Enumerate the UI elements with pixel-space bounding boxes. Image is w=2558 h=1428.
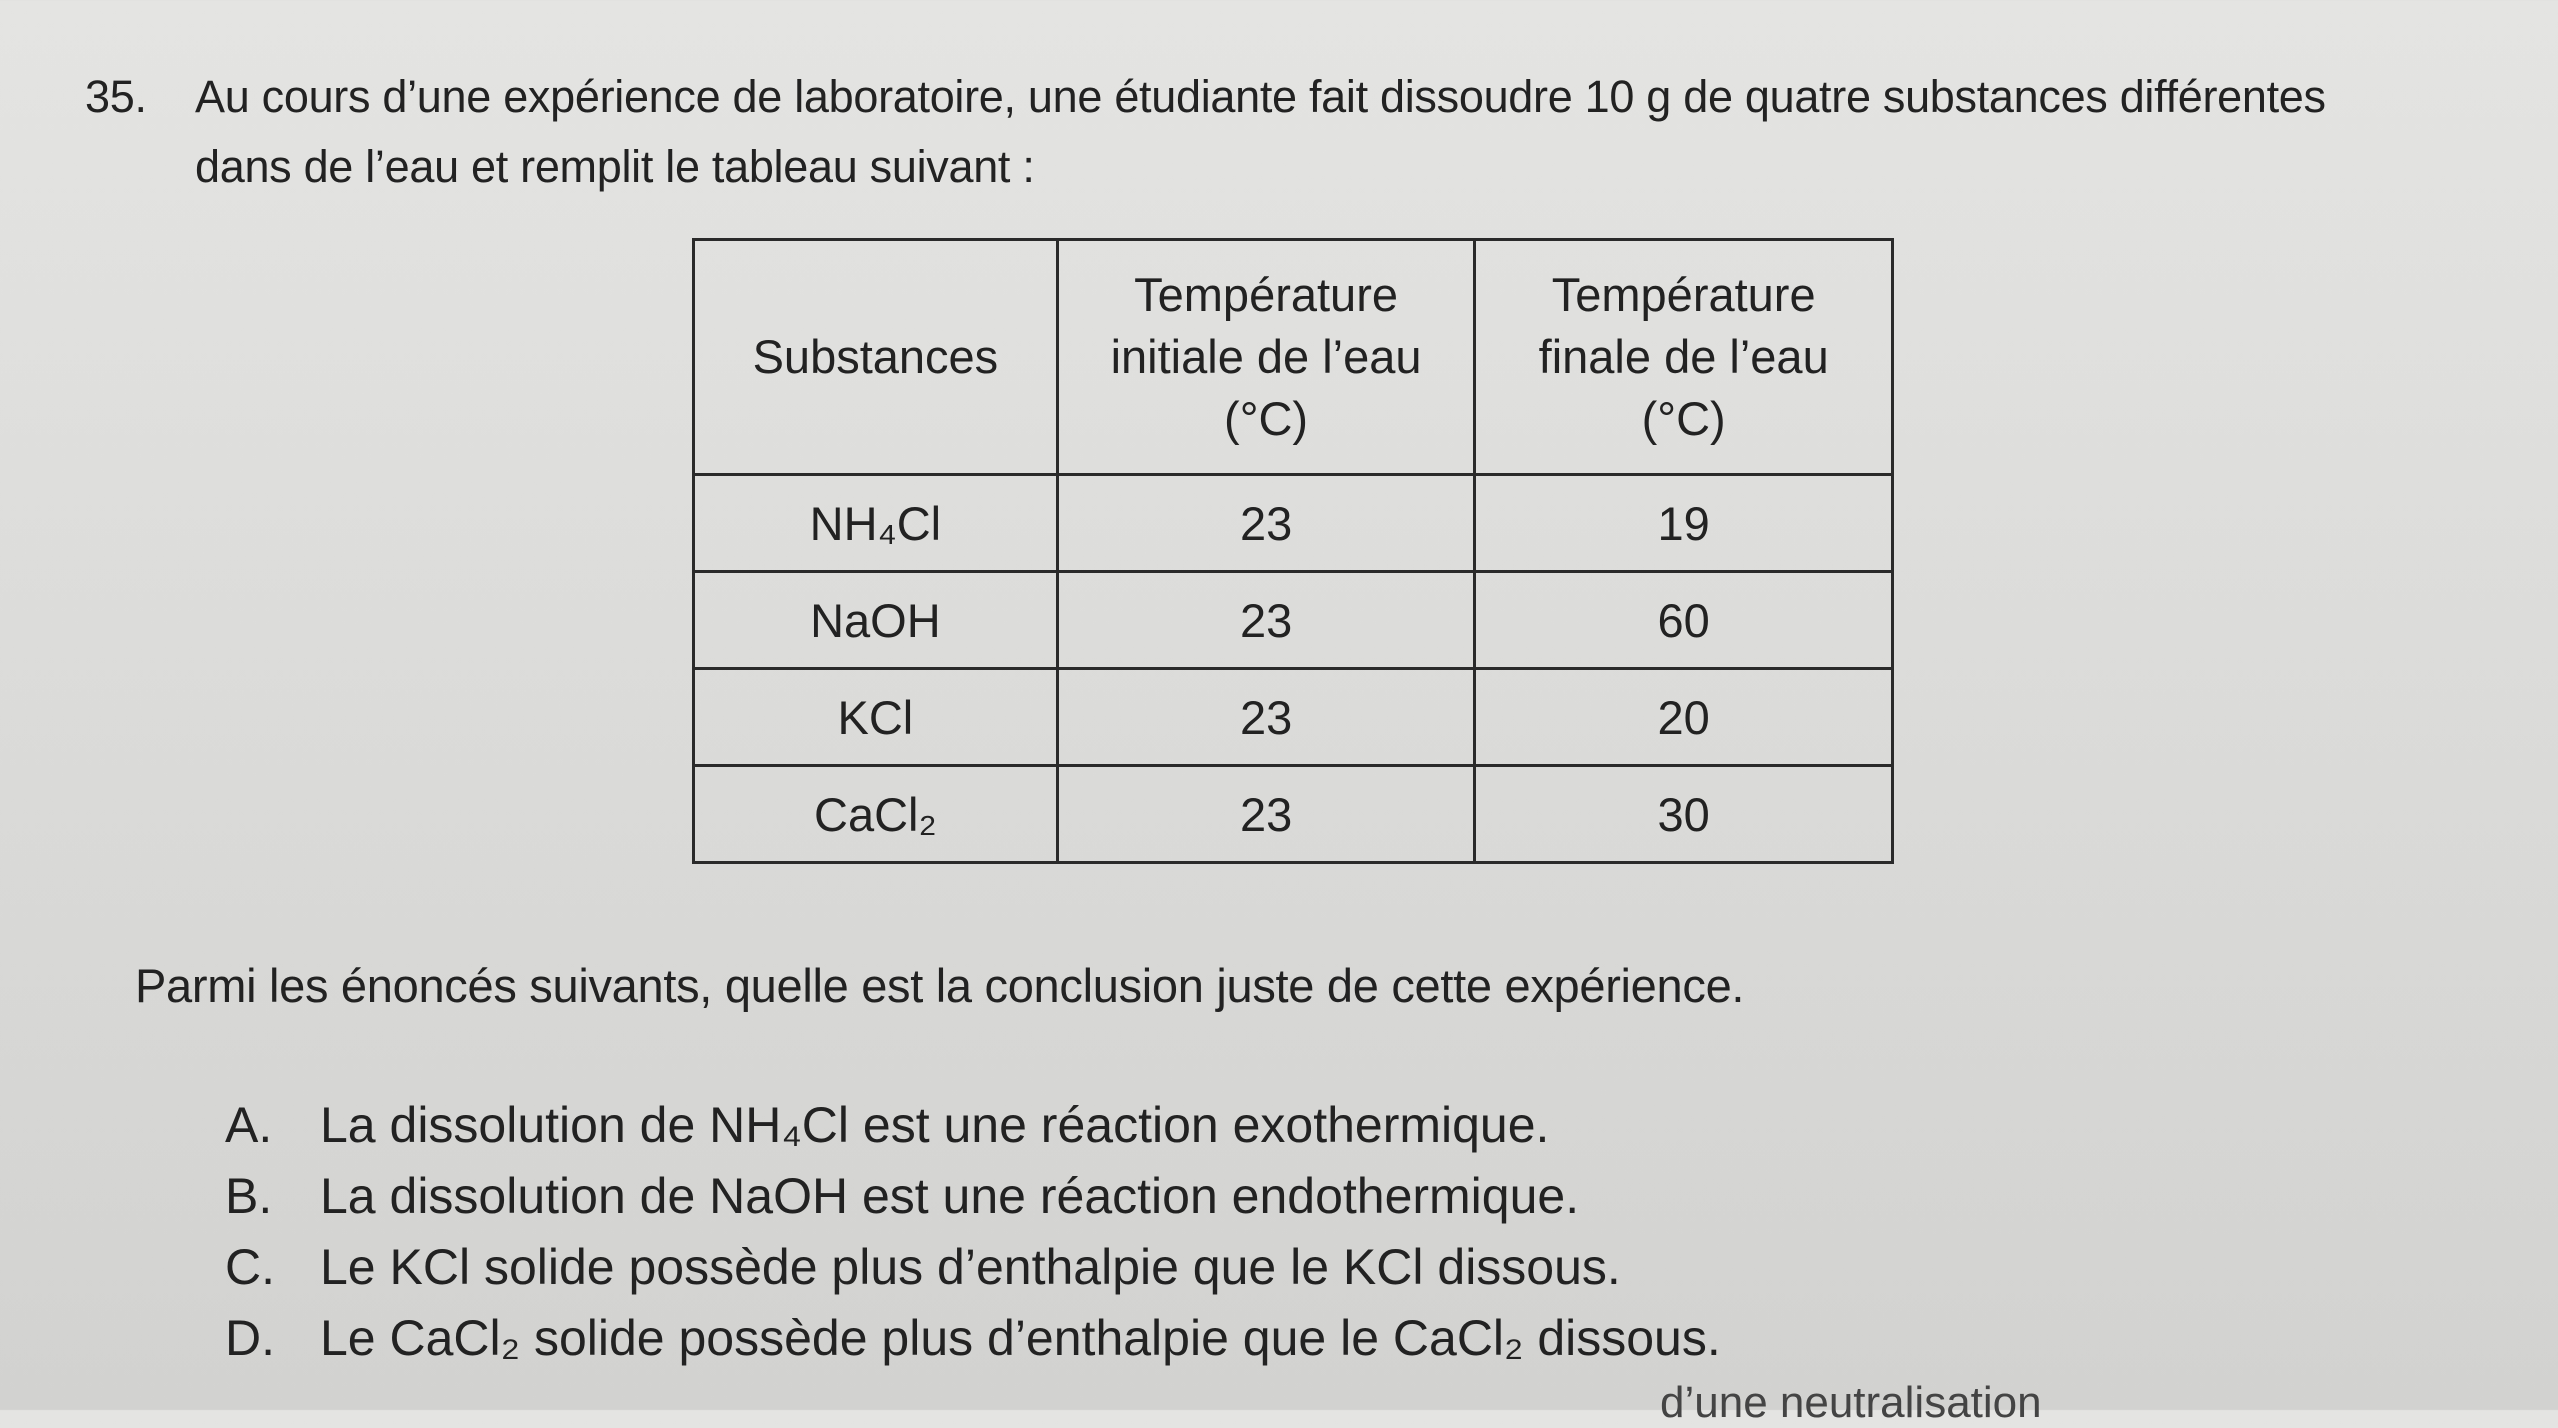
table-header-row xyxy=(694,240,1893,475)
option-text: Le CaCl₂ solide possède plus d’enthalpie que le CaCl₂ dissous. xyxy=(320,1310,1721,1366)
cell-substance: KCl xyxy=(694,669,1058,766)
cell-initial: 23 xyxy=(1057,766,1475,863)
answer-options xyxy=(225,1090,1721,1374)
table-row xyxy=(694,766,1893,863)
cell-substance: NH₄Cl xyxy=(694,475,1058,572)
option-text: La dissolution de NH₄Cl est une réaction exothermique. xyxy=(320,1097,1550,1153)
cut-off-footer-text: d’une neutralisation xyxy=(1660,1378,2042,1427)
intro-text-2: dans de l’eau et remplit le tableau suivant : xyxy=(195,141,1035,192)
option-letter: A. xyxy=(225,1097,273,1153)
header-text: Température finale de l’eau (°C) xyxy=(1538,268,1829,445)
header-final-temperature xyxy=(1475,240,1893,475)
cell-final: 60 xyxy=(1475,572,1893,669)
cell-final: 30 xyxy=(1475,766,1893,863)
table-row xyxy=(694,475,1893,572)
table-row xyxy=(694,572,1893,669)
table-row xyxy=(694,669,1893,766)
question-intro xyxy=(85,62,2505,202)
cell-initial: 23 xyxy=(1057,572,1475,669)
cell-substance: CaCl₂ xyxy=(694,766,1058,863)
results-table xyxy=(692,238,1894,864)
header-substances xyxy=(694,240,1058,475)
option-b xyxy=(225,1161,1721,1232)
header-text: Substances xyxy=(752,330,999,383)
cell-final: 19 xyxy=(1475,475,1893,572)
cell-initial: 23 xyxy=(1057,475,1475,572)
option-a xyxy=(225,1090,1721,1161)
option-letter: C. xyxy=(225,1239,275,1295)
question-prompt: Parmi les énoncés suivants, quelle est la conclusion juste de cette expérience. xyxy=(135,959,1745,1012)
option-text: Le KCl solide possède plus d’enthalpie que le KCl dissous. xyxy=(320,1239,1621,1295)
header-initial-temperature xyxy=(1057,240,1475,475)
option-c xyxy=(225,1232,1721,1303)
intro-text-1: Au cours d’une expérience de laboratoire, une étudiante fait dissoudre 10 g de quatre substances différentes xyxy=(195,71,2326,122)
option-letter: D. xyxy=(225,1310,275,1366)
cell-substance: NaOH xyxy=(694,572,1058,669)
option-d xyxy=(225,1303,1721,1374)
header-text: Température initiale de l’eau (°C) xyxy=(1110,268,1422,445)
intro-line-1 xyxy=(85,62,2505,132)
cell-initial: 23 xyxy=(1057,669,1475,766)
question-number: 35. xyxy=(85,71,147,122)
option-letter: B. xyxy=(225,1168,273,1224)
cell-final: 20 xyxy=(1475,669,1893,766)
option-text: La dissolution de NaOH est une réaction endothermique. xyxy=(320,1168,1580,1224)
